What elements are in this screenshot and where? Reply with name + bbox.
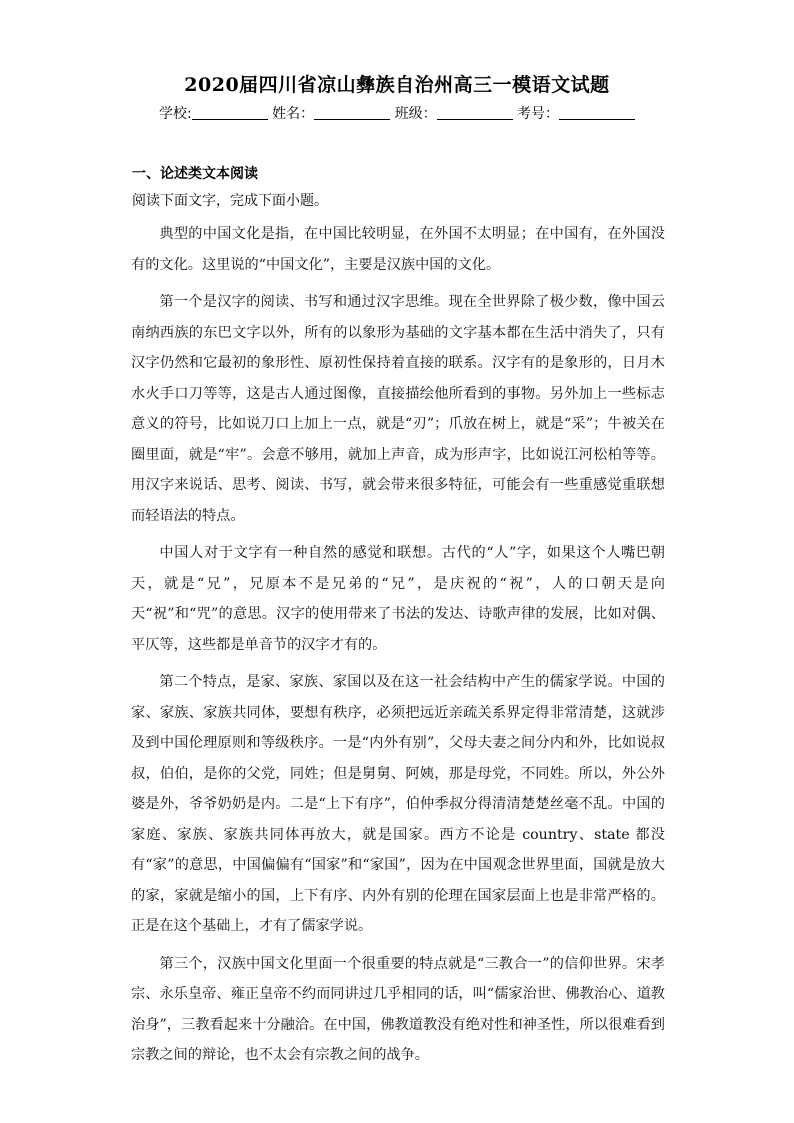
class-blank[interactable]	[437, 105, 513, 120]
exam-number-blank[interactable]	[559, 105, 635, 120]
class-label: 班级：	[394, 106, 437, 122]
passage-paragraph-2: 第一个是汉字的阅读、书写和通过汉字思维。现在全世界除了极少数，像中国云南纳西族的东巴文字以外，所有的以象形为基础的文字基本都在生活中消失了，只有汉字仍然和它最初的象形性、原初性保持着直接的联系。汉字有的是象形的，日月木水火手口刀等等，这是古人通过图像，直接描绘他所看到的事物。另外加上一些标志意义的符号，比如说刀口上加上一点，就是“刃”；爪放在树上，就是“采”；牛被关在圈里面，就是“牢”。会意不够用，就加上声音，成为形声字，比如说江河松柏等等。用汉字来说话、思考、阅读、书写，就会带来很多特征，可能会有一些重感觉重联想而轻语法的特点。	[131, 294, 665, 524]
section-instruction: 阅读下面文字，完成下面小题。	[132, 193, 328, 209]
school-label: 学校:	[158, 106, 192, 122]
name-field	[272, 103, 390, 123]
passage-paragraph-5: 第三个，汉族中国文化里面一个很重要的特点就是“三教合一”的信仰世界。宋孝宗、永乐皇帝、雍正皇帝不约而同讲过几乎相同的话，叫“儒家治世、佛教治心、道教治身”，三教看起来十分融洽。在中国，佛教道教没有绝对性和神圣性，所以很难看到宗教之间的辩论，也不太会有宗教之间的战争。	[131, 955, 665, 1063]
school-blank[interactable]	[192, 105, 268, 120]
passage-paragraph-3: 中国人对于文字有一种自然的感觉和联想。古代的“人”字，如果这个人嘴巴朝天，就是“兄”，兄原本不是兄弟的“兄”，是庆祝的“祝”，人的口朝天是向天“祝”和“咒”的意思。汉字的使用带来了书法的发达、诗歌声律的发展，比如对偶、平仄等，这些都是单音节的汉字才有的。	[131, 545, 665, 653]
name-label: 姓名：	[272, 106, 315, 122]
school-field	[159, 103, 268, 123]
passage-paragraph-4: 第二个特点，是家、家族、家国以及在这一社会结构中产生的儒家学说。中国的家、家族、家族共同体，要想有秩序，必须把远近亲疏关系界定得非常清楚，这就涉及到中国伦理原则和等级秩序。一是“内外有别”，父母夫妻之间分内和外，比如说叔叔，伯伯，是你的父党，同姓；但是舅舅、阿姨，那是母党，不同姓。所以，外公外婆是外，爷爷奶奶是内。二是“上下有序”，伯仲季叔分得清清楚楚丝毫不乱。中国的家庭、家族、家族共同体再放大，就是国家。西方不论是 country、state 都没有“家”的意思，中国偏偏有“国家”和“家国”，因为在中国观念世界里面，国就是放大的家，家就是缩小的国，上下有序、内外有别的伦理在国家层面上也是非常严格的。正是在这个基础上，才有了儒家学说。	[131, 674, 665, 934]
reading-passage	[131, 219, 665, 1078]
name-blank[interactable]	[314, 105, 390, 120]
exam-number-field	[517, 103, 635, 123]
section-heading: 一、论述类文本阅读	[132, 166, 258, 182]
exam-title: 2020届四川省凉山彝族自治州高三一模语文试题	[184, 74, 610, 96]
class-field	[395, 103, 513, 123]
passage-paragraph-1: 典型的中国文化是指，在中国比较明显，在外国不太明显；在中国有，在外国没有的文化。这里说的“中国文化”，主要是汉族中国的文化。	[131, 226, 665, 273]
student-info-line	[0, 103, 794, 123]
exam-number-label: 考号：	[517, 106, 560, 122]
